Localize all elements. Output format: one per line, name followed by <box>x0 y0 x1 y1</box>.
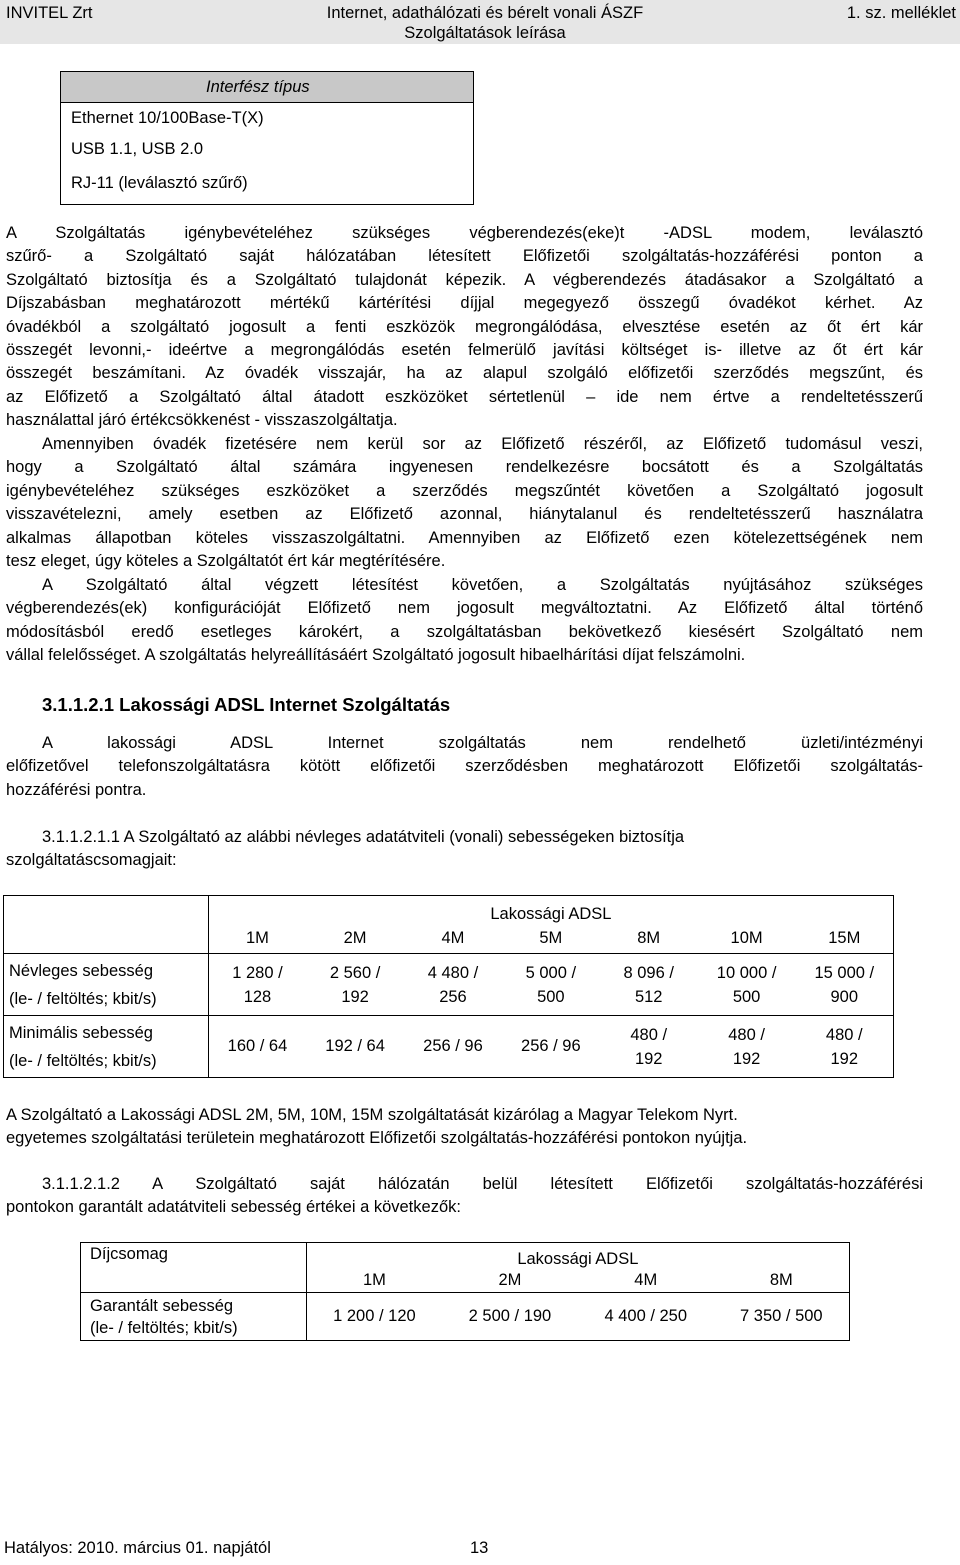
row-label <box>4 954 209 1016</box>
text-line: végberendezés(ek) konfigurációját Előfizető nem jogosult megváltoztatni. Az Előfizető által történő <box>6 599 923 618</box>
table-cell: 160 / 64 <box>208 1016 306 1078</box>
text-line: 3.1.1.2.1.1 A Szolgáltató az alábbi névleges adatátviteli (vonali) sebességeken biztosítja <box>42 828 685 846</box>
table-corner-label: Díjcsomag <box>81 1243 307 1293</box>
table-cell: 480 / 192 <box>698 1016 796 1078</box>
text-line: összegét levonni,- ideértve a megrongálódás esetén felmerülő javítási költséget is- illetve az őt ért kár <box>6 341 923 360</box>
subsection-nominal-speeds <box>6 826 923 873</box>
text-line: az Előfizető a Szolgáltató által átadott eszközöket sértetlenül – ide nem értve a rendeltetésszerű <box>6 387 923 406</box>
interface-row: RJ-11 (leválasztó szűrő) <box>71 174 248 192</box>
paragraph-telekom-areas <box>6 1104 923 1151</box>
interface-row: Ethernet 10/100Base-T(X) <box>71 109 264 127</box>
table-row <box>4 954 894 1016</box>
text-line: 3.1.1.2.1.2 A Szolgáltató saját hálózatán belül létesített Előfizetői szolgáltatás-hozzáférési <box>42 1175 923 1193</box>
table-cell: 256 / 96 <box>502 1016 600 1078</box>
column-header: 5M <box>539 928 563 947</box>
text-line: óvadékból a szolgáltató jogosult a fenti eszközök megrongálódása, elvesztése esetén az őt ért kár <box>6 317 923 336</box>
paragraph-residential <box>6 732 923 802</box>
text-line: Amennyiben óvadék fizetésére nem kerül sor az Előfizető részéről, az Előfizető tudomásul veszi, <box>42 435 923 453</box>
table-cell: 192 / 64 <box>306 1016 404 1078</box>
text-line: A Szolgáltató által végzett létesítést követően, a Szolgáltatás nyújtásához szükséges <box>42 576 923 594</box>
table-row <box>4 1016 894 1078</box>
row-label-line: (le- / feltöltés; kbit/s) <box>90 1318 238 1337</box>
row-label-line: Minimális sebesség <box>9 1023 153 1042</box>
table-cell: 2 560 / 192 <box>306 954 404 1016</box>
column-header: 2M <box>498 1270 522 1289</box>
text-line: vállal felelősséget. A szolgáltatás helyreállításáért Szolgáltató jogosult hibaelhárítási díjat felszámolni. <box>6 646 746 665</box>
table-group-header: Lakossági ADSL <box>208 896 893 924</box>
interface-table-heading: Interfész típus <box>61 72 473 103</box>
row-label-line: Névleges sebesség <box>9 961 154 980</box>
text-line: visszavételezni, amely esetben az Előfizető azonnal, hiánytalanul és rendeltetésszerű használatra <box>6 505 923 524</box>
header-title-line2: Szolgáltatások leírása <box>404 24 566 42</box>
table-cell: 1 200 / 120 <box>306 1293 442 1341</box>
column-header: 10M <box>730 928 763 947</box>
guaranteed-speed-table <box>80 1242 850 1341</box>
text-line: előfizetővel telefonszolgáltatásra kötött előfizetői szerződésben meghatározott Előfizetői szolgáltatás- <box>6 757 923 776</box>
table-cell: 1 280 / 128 <box>208 954 306 1016</box>
text-line: alkalmas állapotban köteles visszaszolgáltatni. Amennyiben az Előfizető ezen kötelezettségének nem <box>6 528 923 547</box>
column-header: 8M <box>714 1269 850 1293</box>
table-cell: 480 / 192 <box>796 1016 894 1078</box>
table-row <box>81 1293 850 1341</box>
table-cell: 480 / 192 <box>600 1016 698 1078</box>
header-company: INVITEL Zrt <box>6 4 93 22</box>
table-cell: 4 400 / 250 <box>578 1293 714 1341</box>
text-line: A Szolgáltató a Lakossági ADSL 2M, 5M, 10M, 15M szolgáltatását kizárólag a Magyar Telekom Nyrt. <box>6 1106 738 1124</box>
paragraph-deposit <box>6 222 923 433</box>
text-line: A lakossági ADSL Internet szolgáltatás nem rendelhető üzleti/intézményi <box>42 734 923 752</box>
text-line: módosításból eredő esetleges károkért, a szolgáltatásban bekövetkező kiesésért Szolgáltató nem <box>6 622 923 641</box>
text-line: szolgáltatáscsomagjait: <box>6 851 177 870</box>
text-line: szűrő- a Szolgáltató saját hálózatában létesített Előfizetői szolgáltatás-hozzáférési ponton a <box>6 247 923 266</box>
column-header: 8M <box>637 928 661 947</box>
table-cell: 15 000 / 900 <box>796 954 894 1016</box>
subsection-guaranteed-speeds <box>6 1173 923 1220</box>
column-header: 4M <box>441 928 465 947</box>
column-header: 15M <box>796 924 894 954</box>
table-corner-cell <box>4 896 209 924</box>
text-line: használattal járó értékcsökkenést - visszaszolgáltatja. <box>6 411 398 430</box>
table-cell: 7 350 / 500 <box>714 1293 850 1341</box>
interface-row: USB 1.1, USB 2.0 <box>71 140 204 158</box>
column-header: 1M <box>246 928 269 947</box>
paragraph-no-deposit <box>6 433 923 573</box>
text-line: pontokon garantált adatátviteli sebesség értékei a következők: <box>6 1198 461 1217</box>
table-cell: 8 096 / 512 <box>600 954 698 1016</box>
speed-table <box>3 895 894 1078</box>
text-line: hogy a Szolgáltató által számára ingyenesen rendelkezésre bocsátott és a Szolgáltatás <box>6 458 923 477</box>
row-label <box>4 1016 209 1078</box>
header-title-line1: Internet, adathálózati és bérelt vonali ÁSZF <box>326 4 644 22</box>
text-line: Szolgáltató biztosítja és a Szolgáltató tulajdonát képezik. A végberendezés átadásakor a Szolgáltató a <box>6 270 923 289</box>
column-header: 1M <box>362 1270 386 1289</box>
text-line: összegét beszámítani. Az óvadék visszajár, ha az alapul szolgáló előfizetői szerződés megszűnt, és <box>6 364 923 383</box>
text-line: hozzáférési pontra. <box>6 780 147 799</box>
section-heading: 3.1.1.2.1 Lakossági ADSL Internet Szolgáltatás <box>42 694 451 715</box>
column-header: 2M <box>343 928 367 947</box>
text-line: A Szolgáltatás igénybevételéhez szükséges végberendezés(eke)t -ADSL modem, leválasztó <box>6 224 923 242</box>
text-line: egyetemes szolgáltatási területein meghatározott Előfizetői szolgáltatás-hozzáférési pontokon nyújtja. <box>6 1129 748 1148</box>
table-cell: 10 000 / 500 <box>698 954 796 1016</box>
row-label-line: (le- / feltöltés; kbit/s) <box>9 989 157 1008</box>
column-header: 4M <box>634 1270 658 1289</box>
row-label-line: (le- / feltöltés; kbit/s) <box>9 1051 157 1070</box>
footer-page-number: 13 <box>470 1539 489 1557</box>
row-label-line: Garantált sebesség <box>90 1296 234 1315</box>
header-title <box>300 3 670 43</box>
table-cell: 256 / 96 <box>404 1016 502 1078</box>
text-line: Díjszabásban meghatározott mértékű kártérítési díjjal megegyező összegű óvadékot kérhet. Az <box>6 294 923 313</box>
text-line: tesz eleget, úgy köteles a Szolgáltatót ért kár megtérítésére. <box>6 552 446 571</box>
footer-effective-date: Hatályos: 2010. március 01. napjától <box>4 1539 271 1557</box>
header-annex: 1. sz. melléklet <box>846 4 956 22</box>
table-cell: 4 480 / 256 <box>404 954 502 1016</box>
text-line: igénybevételéhez szükséges eszközöket a szerződés megszűntét követően a Szolgáltató jogosult <box>6 481 923 500</box>
table-cell: 5 000 / 500 <box>502 954 600 1016</box>
table-corner-cell <box>4 924 209 954</box>
table-group-header: Lakossági ADSL <box>306 1243 849 1269</box>
interface-table <box>60 71 474 205</box>
paragraph-configuration <box>6 574 923 668</box>
table-cell: 2 500 / 190 <box>442 1293 578 1341</box>
row-label <box>81 1293 307 1341</box>
